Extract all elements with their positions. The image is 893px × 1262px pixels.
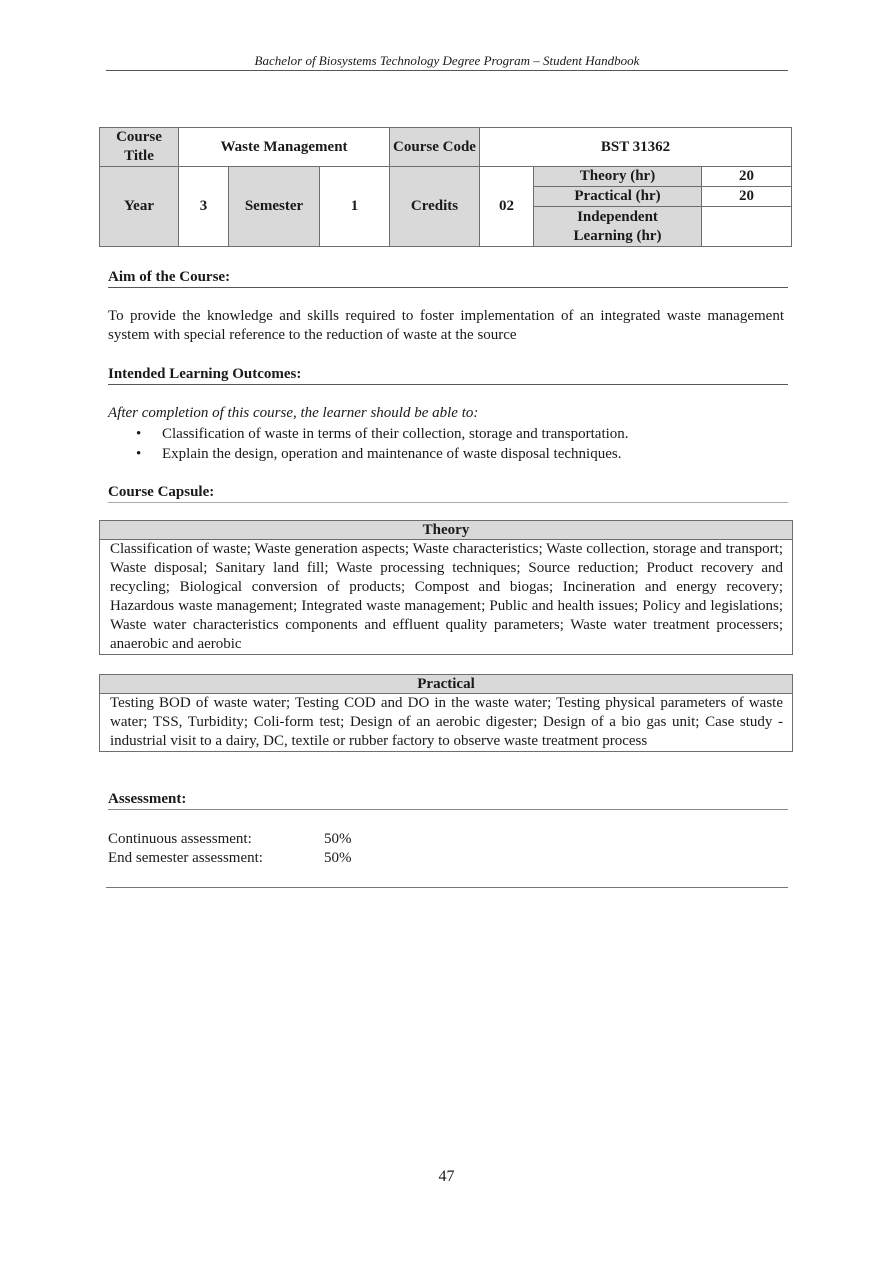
practical-text: Testing BOD of waste water; Testing COD and DO in the waste water; Testing physical parameters of waste water; TSS, Turbidity; Coli-form test; Design of an aerobic digester; Design of a bio gas unit; Case study - industrial visit to a dairy, DC, textile or rubber factory to observe waste treatment process: [110, 695, 783, 749]
assessment-row: [108, 830, 352, 849]
aim-heading: Aim of the Course:: [108, 268, 788, 288]
outcomes-intro: After completion of this course, the learner should be able to:: [108, 405, 479, 421]
assessment-value: 50%: [324, 831, 352, 847]
outcome-item: [108, 444, 788, 464]
theory-hours-value: 20: [702, 167, 792, 187]
running-header: Bachelor of Biosystems Technology Degree Program – Student Handbook: [106, 53, 788, 71]
bullet-icon: •: [136, 426, 142, 442]
theory-title: Theory: [100, 521, 792, 540]
outcomes-heading: Intended Learning Outcomes:: [108, 365, 788, 385]
course-code-label: Course Code: [390, 128, 480, 167]
page-number: 47: [438, 1168, 455, 1185]
bullet-icon: •: [136, 446, 142, 462]
assessment-label: Continuous assessment:: [108, 831, 252, 847]
outcomes-list: [108, 424, 788, 464]
assessment-label: End semester assessment:: [108, 850, 263, 866]
theory-box: [99, 520, 793, 655]
practical-box: [99, 674, 793, 752]
outcome-text: Classification of waste in terms of their collection, storage and transportation.: [162, 426, 629, 442]
theory-hours-label: Theory (hr): [534, 167, 702, 187]
course-title-label: Course Title: [100, 128, 179, 167]
course-code-value: BST 31362: [480, 128, 792, 167]
outcome-item: [108, 424, 788, 444]
year-label: Year: [100, 167, 179, 247]
practical-hours-value: 20: [702, 187, 792, 207]
course-info-table: [99, 127, 792, 247]
section-divider: [106, 887, 788, 888]
assessment-value: 50%: [324, 850, 352, 866]
assessment-heading: Assessment:: [108, 790, 788, 810]
course-title-value: Waste Management: [179, 128, 390, 167]
assessment-row: [108, 849, 352, 868]
credits-label: Credits: [390, 167, 480, 247]
independent-hours-label: Independent Learning (hr): [534, 207, 702, 247]
theory-text: Classification of waste; Waste generation aspects; Waste characteristics; Waste collection, storage and transport; Waste disposal; Sanitary land fill; Waste processing techniques; Source reduction; Product recovery and recycling; Biological conversion of products; Compost and biogas; Incineration and energy recovery; Hazardous waste management; Integrated waste management; Public and health issues; Policy and legislations; Waste water characteristics components and effluent quality parameters; Waste water treatment processers; anaerobic and aerobic: [110, 541, 783, 652]
semester-value: 1: [320, 167, 390, 247]
aim-text: To provide the knowledge and skills required to foster implementation of an integrated waste management system with special reference to the reduction of waste at the source: [108, 308, 784, 343]
independent-hours-value: [702, 207, 792, 247]
practical-hours-label: Practical (hr): [534, 187, 702, 207]
capsule-heading: Course Capsule:: [108, 483, 788, 503]
practical-title: Practical: [100, 675, 792, 694]
credits-value: 02: [480, 167, 534, 247]
semester-label: Semester: [229, 167, 320, 247]
year-value: 3: [179, 167, 229, 247]
outcome-text: Explain the design, operation and maintenance of waste disposal techniques.: [162, 446, 622, 462]
